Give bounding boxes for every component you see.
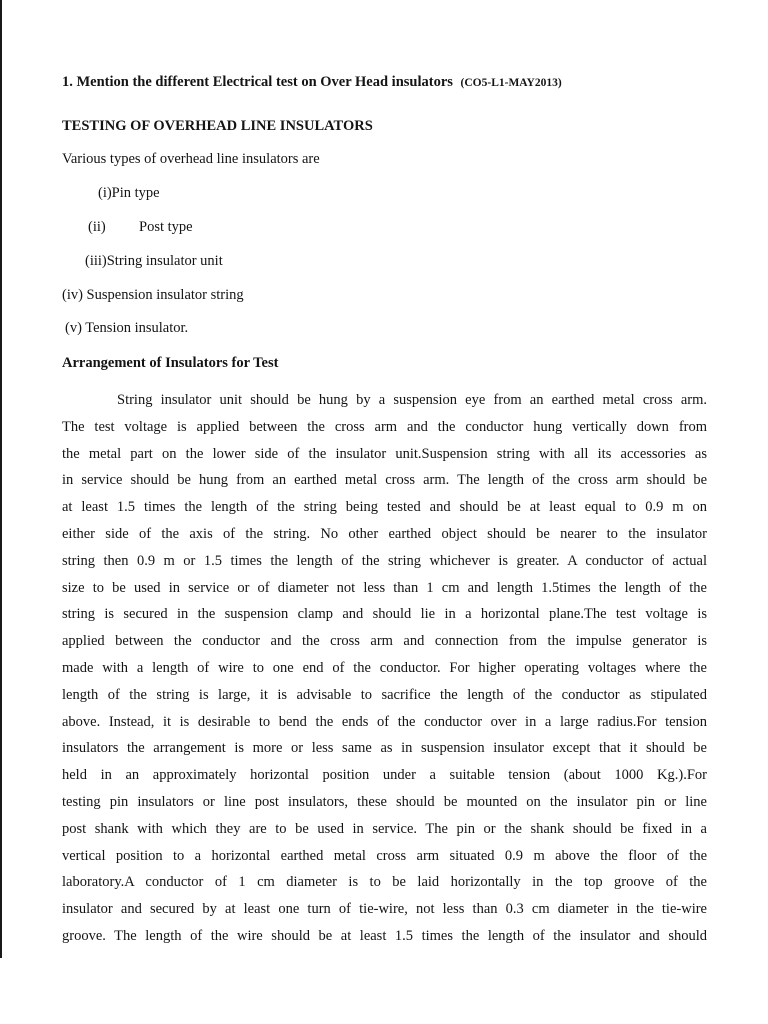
list-item-number: (ii) [88,219,106,235]
list-item-text: Post type [139,219,193,235]
paragraph-line: groove. The length of the wire should be at least 1.5 times the length of the insulator and should [62,927,707,944]
paragraph-line: held in an approximately horizontal position under a suitable tension (about 1000 Kg.).For [62,767,707,784]
paragraph-line: insulators the arrangement is more or less same as in suspension insulator except that it should be [62,740,707,757]
list-item-post-type [88,219,193,236]
paragraph-line: size to be used in service or of diameter not less than 1 cm and length 1.5times the length of the [62,579,707,596]
paragraph-line: laboratory.A conductor of 1 cm diameter is to be laid horizontally in the top groove of the [62,874,707,891]
paragraph-line: at least 1.5 times the length of the string being tested and should be at least equal to 0.9 m on [62,499,707,516]
paragraph-line: made with a length of wire to one end of the conductor. For higher operating voltages where the [62,659,707,676]
list-item-tension-insulator: (v) Tension insulator. [65,320,189,336]
question-text: 1. Mention the different Electrical test on Over Head insulators [62,74,453,90]
paragraph-line: applied between the conductor and the cross arm and connection from the impulse generator is [62,633,707,650]
body-paragraph [62,387,707,950]
paragraph-line: testing pin insulators or line post insulators, these should be mounted on the insulator pin or line [62,793,707,810]
paragraph-line: the metal part on the lower side of the insulator unit.Suspension string with all its accessories as [62,445,707,462]
paragraph-line: vertical position to a horizontal earthed metal cross arm situated 0.9 m above the floor of the [62,847,707,864]
intro-text: Various types of overhead line insulators are [62,151,320,167]
paragraph-line: insulator and secured by at least one turn of tie-wire, not less than 0.3 cm diameter in the tie-wire [62,901,707,918]
paragraph-line: String insulator unit should be hung by a suspension eye from an earthed metal cross arm. [117,392,707,408]
section-heading: TESTING OF OVERHEAD LINE INSULATORS [62,118,373,134]
scan-edge-line [0,0,2,958]
paragraph-line: The test voltage is applied between the cross arm and the conductor hung vertically down from [62,418,707,435]
list-item-suspension-string: (iv) Suspension insulator string [62,287,244,303]
question-title [62,74,562,91]
paragraph-line: string then 0.9 m or 1.5 times the length of the string whichever is greater. A conductor of actual [62,552,707,569]
list-item-pin-type: (i)Pin type [98,185,160,201]
question-code: (CO5-L1-MAY2013) [460,77,562,89]
paragraph-line: string is secured in the suspension clamp and should lie in a horizontal plane.The test voltage is [62,606,707,623]
list-item-string-insulator: (iii)String insulator unit [85,253,223,269]
paragraph-line: post shank with which they are to be used in service. The pin or the shank should be fixed in a [62,820,707,837]
paragraph-line: either side of the axis of the string. No other earthed object should be nearer to the insulator [62,525,707,542]
paragraph-line: length of the string is large, it is advisable to sacrifice the length of the conductor as stipulated [62,686,707,703]
paragraph-line: in service should be hung from an earthed metal cross arm. The length of the cross arm should be [62,472,707,489]
subheading: Arrangement of Insulators for Test [62,355,279,371]
paragraph-line: above. Instead, it is desirable to bend the ends of the conductor over in a large radius.For tension [62,713,707,730]
